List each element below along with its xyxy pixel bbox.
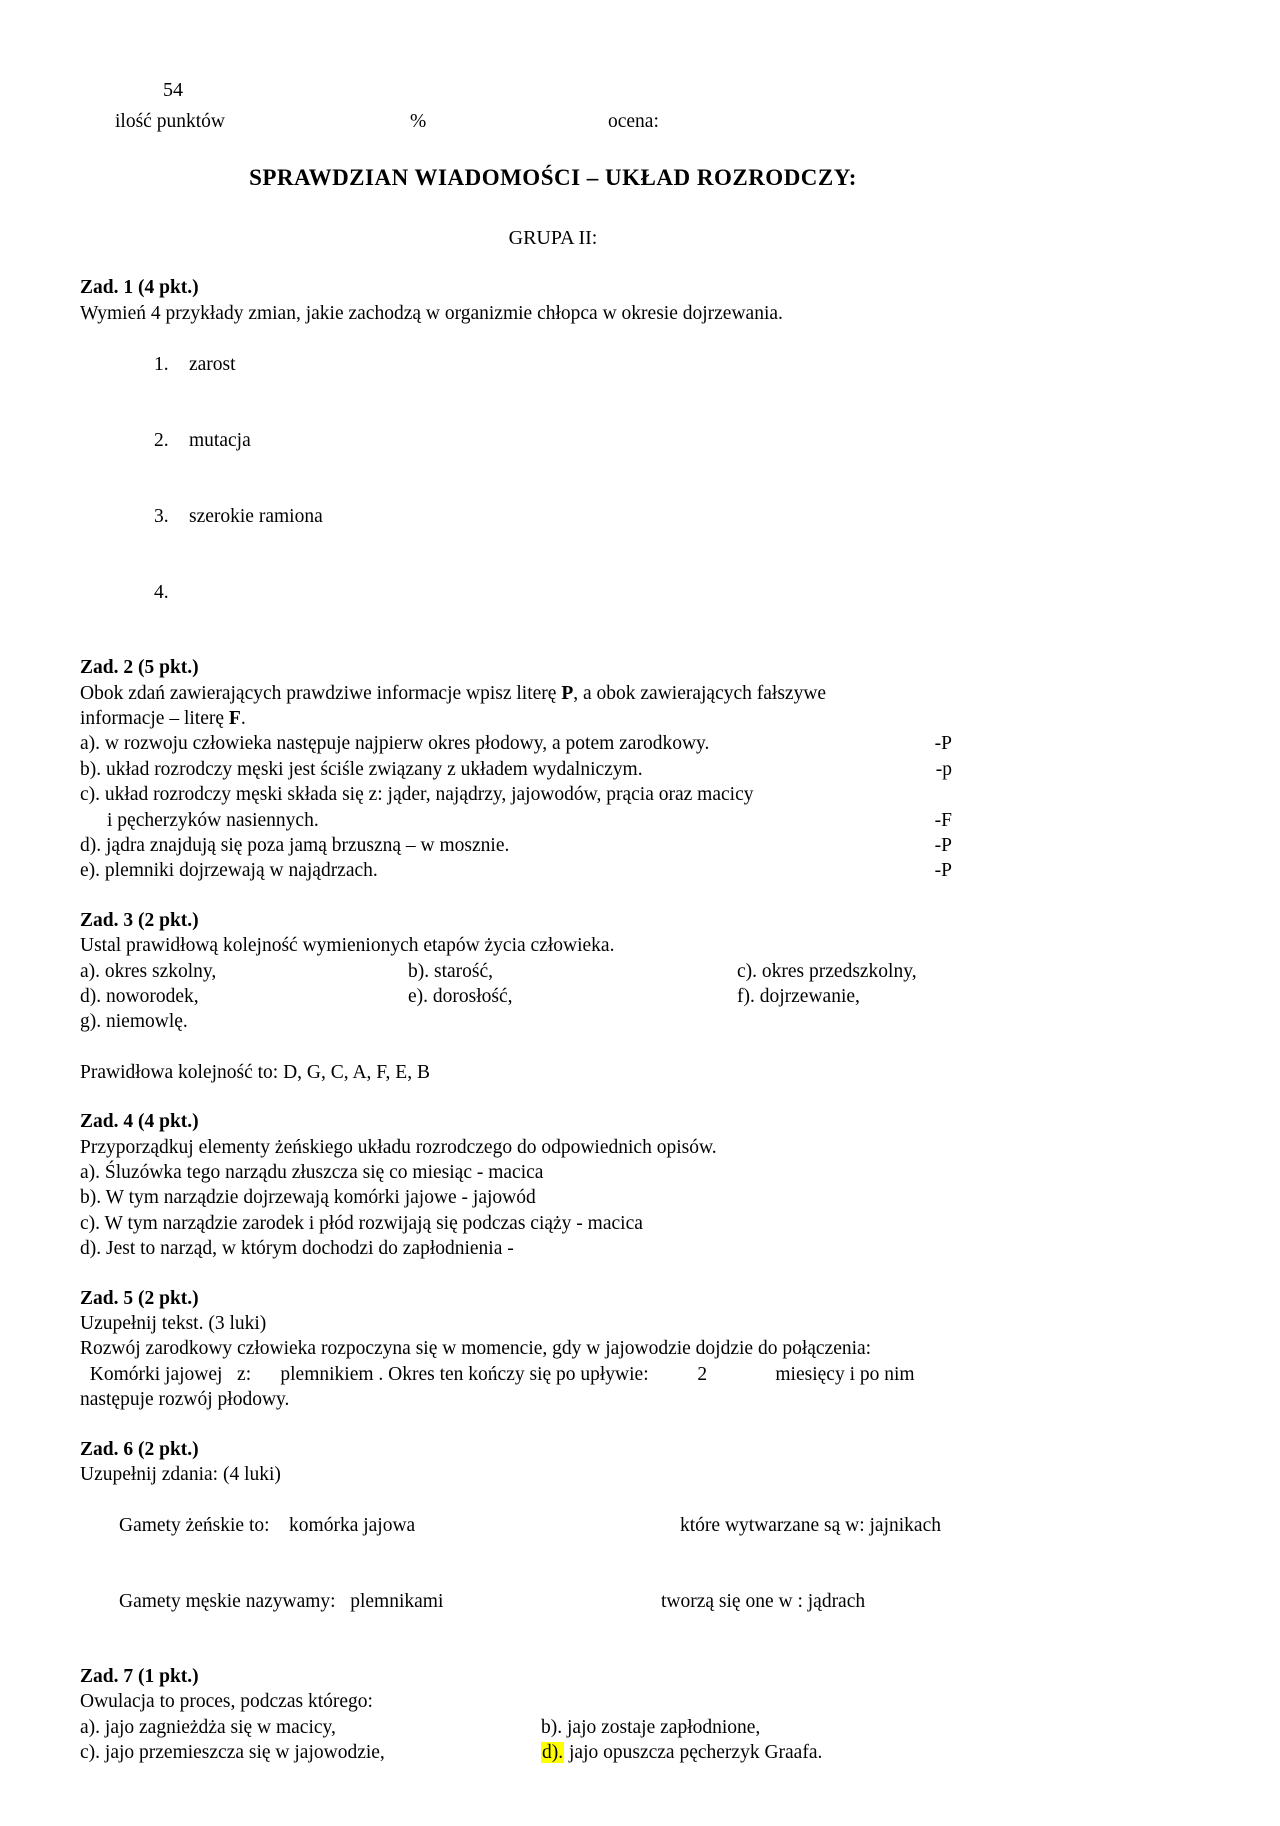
item-number: 3. <box>154 506 169 528</box>
task-6 <box>80 1437 1026 1640</box>
header-row <box>80 109 1026 135</box>
task-3 <box>80 908 1026 1085</box>
task-1-item-3 <box>80 479 1026 555</box>
task-4-prompt: Przyporządkuj elementy żeńskiego układu rozrodczego do odpowiednich opisów. <box>80 1136 717 1158</box>
sentence-right: tworzą się one w : jądrach <box>661 1591 866 1613</box>
sentence-right: które wytwarzane są w: jajnikach <box>680 1514 941 1536</box>
option-b-text: jajo zostaje zapłodnione, <box>562 1716 761 1738</box>
statement-text: a). w rozwoju człowieka następuje najpierw okres płodowy, a potem zarodkowy. <box>80 733 710 755</box>
item-number: 4. <box>154 582 169 604</box>
prompt-letter-f: F <box>228 707 241 729</box>
task-7-prompt: Owulacja to proces, podczas którego: <box>80 1691 373 1713</box>
task-4-item-d: d). Jest to narząd, w którym dochodzi do zapłodnienia - <box>80 1238 514 1260</box>
task-1-item-1 <box>80 326 1026 402</box>
document-title: SPRAWDZIAN WIADOMOŚCI – UKŁAD ROZRODCZY: <box>249 165 857 190</box>
task-2-statement-b <box>80 757 952 782</box>
task-4-item-b: b). W tym narządzie dojrzewają komórki jajowe - jajowód <box>80 1187 536 1209</box>
option-empty <box>408 1009 737 1034</box>
task-1-prompt: Wymień 4 przykłady zmian, jakie zachodzą w organizmie chłopca w okresie dojrzewania. <box>80 302 783 324</box>
task-5-subprompt: Uzupełnij tekst. (3 luki) <box>80 1313 267 1335</box>
task-4-heading: Zad. 4 (4 pkt.) <box>80 1111 199 1133</box>
points-label: ilość punktów <box>115 111 225 132</box>
prompt-text: informacje – literę <box>80 707 229 729</box>
statement-text: i pęcherzyków nasiennych. <box>107 809 319 831</box>
item-number: 1. <box>154 353 169 375</box>
grade-label: ocena: <box>608 111 659 132</box>
option-f: f). dojrzewanie, <box>737 985 860 1007</box>
task-1-item-2 <box>80 402 1026 478</box>
option-g: g). niemowlę. <box>80 1011 188 1033</box>
statement-answer: -p <box>935 758 952 780</box>
task-3-prompt: Ustal prawidłową kolejność wymienionych etapów życia człowieka. <box>80 935 615 957</box>
item-text: mutacja <box>189 429 251 451</box>
task-2-statement-c-line-1 <box>80 782 952 807</box>
percent-label: % <box>410 111 427 132</box>
task-7-heading: Zad. 7 (1 pkt.) <box>80 1665 199 1687</box>
statement-answer: -P <box>934 860 952 882</box>
task-4-item-c: c). W tym narządzie zarodek i płód rozwijają się podczas ciąży - macica <box>80 1212 643 1234</box>
task-5-text-line-3: następuje rozwój płodowy. <box>80 1389 290 1411</box>
task-1-item-4 <box>80 555 1026 631</box>
task-7 <box>80 1664 1026 1766</box>
task-2-statement-a <box>80 731 952 756</box>
option-e: e). dorosłość, <box>408 985 513 1007</box>
task-3-options <box>80 959 1026 1035</box>
option-d-prefix-highlighted: d). <box>542 1742 564 1764</box>
task-5-text-line-2: Komórki jajowej z: plemnikiem . Okres ten kończy się po upływie: 2 miesięcy i po nim <box>80 1363 915 1385</box>
statement-text: b). układ rozrodczy męski jest ściśle związany z układem wydalniczym. <box>80 758 643 780</box>
task-1 <box>80 275 1026 631</box>
task-1-heading: Zad. 1 (4 pkt.) <box>80 277 199 299</box>
option-c: c). jajo przemieszcza się w jajowodzie, <box>80 1742 385 1764</box>
task-6-subprompt: Uzupełnij zdania: (4 luki) <box>80 1464 281 1486</box>
task-2-statement-d <box>80 833 952 858</box>
option-b-prefix: b). <box>541 1716 563 1738</box>
task-4 <box>80 1109 1026 1261</box>
sentence-left: Gamety żeńskie to: komórka jajowa <box>119 1514 416 1536</box>
task-2-prompt-line-1 <box>80 681 1026 706</box>
item-text: szerokie ramiona <box>189 506 323 528</box>
prompt-letter-p: P <box>561 682 574 704</box>
task-2-statement-e <box>80 858 952 883</box>
statement-text: d). jądra znajdują się poza jamą brzuszną – w mosznie. <box>80 834 510 856</box>
task-2-prompt-line-2 <box>80 706 1026 731</box>
task-2-statement-c-line-2 <box>80 808 952 833</box>
task-6-row-1 <box>80 1487 1026 1563</box>
option-d: d). noworodek, <box>80 985 199 1007</box>
option-b: b). starość, <box>408 960 494 982</box>
group-label: GRUPA II: <box>508 227 598 249</box>
task-7-options <box>80 1715 1026 1766</box>
task-4-item-a: a). Śluzówka tego narządu złuszcza się co miesiąc - macica <box>80 1162 544 1183</box>
item-text: zarost <box>189 353 236 375</box>
option-d <box>541 1740 1026 1765</box>
statement-text: c). układ rozrodczy męski składa się z: jąder, najądrzy, jajowodów, prącia oraz macicy <box>80 784 754 806</box>
task-2-heading: Zad. 2 (5 pkt.) <box>80 657 199 679</box>
option-a: a). jajo zagnieżdża się w macicy, <box>80 1716 336 1738</box>
option-d-text: jajo opuszcza pęcherzyk Graafa. <box>564 1742 823 1764</box>
prompt-text: Obok zdań zawierających prawdziwe informacje wpisz literę <box>80 682 562 704</box>
option-a: a). okres szkolny, <box>80 960 217 982</box>
task-2 <box>80 655 1026 884</box>
task-3-answer: Prawidłowa kolejność to: D, G, C, A, F, E, B <box>80 1061 430 1083</box>
statement-answer: -F <box>934 809 952 831</box>
statement-answer: -P <box>934 733 952 755</box>
document-content <box>80 78 1026 1766</box>
option-c: c). okres przedszkolny, <box>737 960 917 982</box>
statement-text: e). plemniki dojrzewają w najądrzach. <box>80 860 378 882</box>
option-empty <box>737 1009 1026 1034</box>
task-6-row-2 <box>80 1564 1026 1640</box>
task-5-heading: Zad. 5 (2 pkt.) <box>80 1287 199 1309</box>
prompt-text: . <box>240 707 246 729</box>
prompt-text: , a obok zawierających fałszywe <box>573 682 827 704</box>
statement-answer: -P <box>934 834 952 856</box>
task-6-heading: Zad. 6 (2 pkt.) <box>80 1438 199 1460</box>
score-value: 54 <box>163 79 183 101</box>
task-5 <box>80 1286 1026 1413</box>
task-3-heading: Zad. 3 (2 pkt.) <box>80 909 199 931</box>
item-number: 2. <box>154 429 169 451</box>
sentence-left: Gamety męskie nazywamy: plemnikami <box>119 1591 444 1613</box>
option-b <box>541 1715 1026 1740</box>
task-5-text-line-1: Rozwój zarodkowy człowieka rozpoczyna się w momencie, gdy w jajowodzie dojdzie do połączenia: <box>80 1338 872 1360</box>
